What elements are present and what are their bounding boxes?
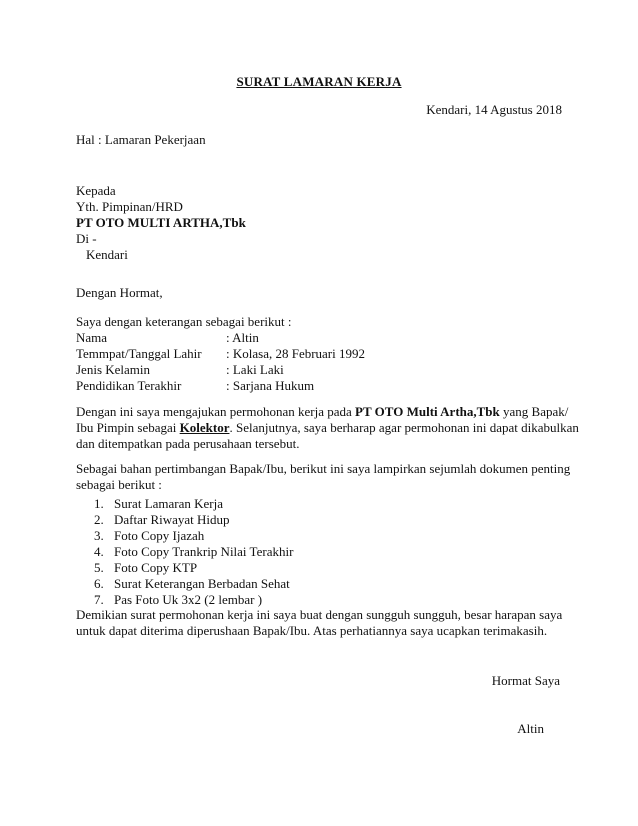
field-label-ttl: Temmpat/Tanggal Lahir bbox=[76, 346, 202, 361]
letter-date: Kendari, 14 Agustus 2018 bbox=[426, 102, 562, 117]
list-item bbox=[94, 496, 293, 512]
application-paragraph bbox=[76, 404, 579, 452]
list-item bbox=[94, 512, 293, 528]
list-number: 1. bbox=[94, 496, 104, 511]
signature-name: Altin bbox=[517, 721, 544, 736]
list-text: Surat Lamaran Kerja bbox=[114, 496, 224, 511]
application-text: yang Bapak/ bbox=[499, 404, 569, 419]
recipient-block bbox=[76, 183, 246, 263]
letter-subject: Hal : Lamaran Pekerjaan bbox=[76, 132, 206, 147]
list-number: 3. bbox=[94, 528, 104, 543]
list-item bbox=[94, 576, 293, 592]
recipient-to: Kepada bbox=[76, 183, 116, 198]
recipient-attention: Yth. Pimpinan/HRD bbox=[76, 199, 183, 214]
attachments-intro bbox=[76, 461, 571, 493]
list-number: 7. bbox=[94, 592, 104, 607]
list-text: Pas Foto Uk 3x2 (2 lembar ) bbox=[114, 592, 263, 607]
field-label-nama: Nama bbox=[76, 330, 108, 345]
greeting: Dengan Hormat, bbox=[76, 285, 163, 300]
application-line-2 bbox=[76, 420, 579, 436]
field-value-ttl: : Kolasa, 28 Februari 1992 bbox=[226, 346, 366, 361]
attachments-list bbox=[94, 496, 293, 608]
attachments-intro-line-2: sebagai berikut : bbox=[76, 477, 162, 492]
list-number: 5. bbox=[94, 560, 104, 575]
list-text: Daftar Riwayat Hidup bbox=[114, 512, 230, 527]
closing-paragraph bbox=[76, 607, 564, 639]
application-company: PT OTO Multi Artha,Tbk bbox=[355, 404, 500, 419]
field-value-gender: : Laki Laki bbox=[226, 362, 284, 377]
application-text: Ibu Pimpin sebagai bbox=[76, 420, 180, 435]
intro-line: Saya dengan keterangan sebagai berikut : bbox=[76, 314, 292, 329]
list-text: Foto Copy Trankrip Nilai Terakhir bbox=[114, 544, 294, 559]
list-item bbox=[94, 592, 293, 608]
signoff: Hormat Saya bbox=[491, 673, 560, 688]
closing-line-2: untuk dapat diterima diperushaan Bapak/Ibu. Atas perhatiannya saya ucapkan terimakasih. bbox=[76, 623, 548, 638]
field-label-education: Pendidikan Terakhir bbox=[76, 378, 182, 393]
recipient-company: PT OTO MULTI ARTHA,Tbk bbox=[76, 215, 246, 230]
application-text: Dengan ini saya mengajukan permohonan kerja pada bbox=[76, 404, 356, 419]
list-item bbox=[94, 560, 293, 576]
recipient-di: Di - bbox=[76, 231, 97, 246]
list-number: 6. bbox=[94, 576, 104, 591]
field-value-education: : Sarjana Hukum bbox=[226, 378, 315, 393]
application-line-3: dan ditempatkan pada perusahaan tersebut. bbox=[76, 436, 300, 451]
list-text: Foto Copy Ijazah bbox=[114, 528, 205, 543]
attachments-intro-line-1: Sebagai bahan pertimbangan Bapak/Ibu, berikut ini saya lampirkan sejumlah dokumen penting bbox=[76, 461, 571, 476]
letter-title: SURAT LAMARAN KERJA bbox=[236, 74, 402, 89]
field-label-gender: Jenis Kelamin bbox=[76, 362, 151, 377]
list-text: Foto Copy KTP bbox=[114, 560, 198, 575]
recipient-city: Kendari bbox=[86, 247, 128, 262]
list-text: Surat Keterangan Berbadan Sehat bbox=[114, 576, 290, 591]
list-item bbox=[94, 528, 293, 544]
application-text: . Selanjutnya, saya berharap agar permohonan ini dapat dikabulkan bbox=[229, 420, 579, 435]
application-position: Kolektor bbox=[179, 420, 230, 435]
list-number: 4. bbox=[94, 544, 104, 559]
list-item bbox=[94, 544, 293, 560]
application-line-1 bbox=[76, 404, 569, 420]
closing-line-1: Demikian surat permohonan kerja ini saya buat dengan sungguh sungguh, besar harapan saya bbox=[76, 607, 563, 622]
list-number: 2. bbox=[94, 512, 104, 527]
field-value-nama: : Altin bbox=[226, 330, 259, 345]
